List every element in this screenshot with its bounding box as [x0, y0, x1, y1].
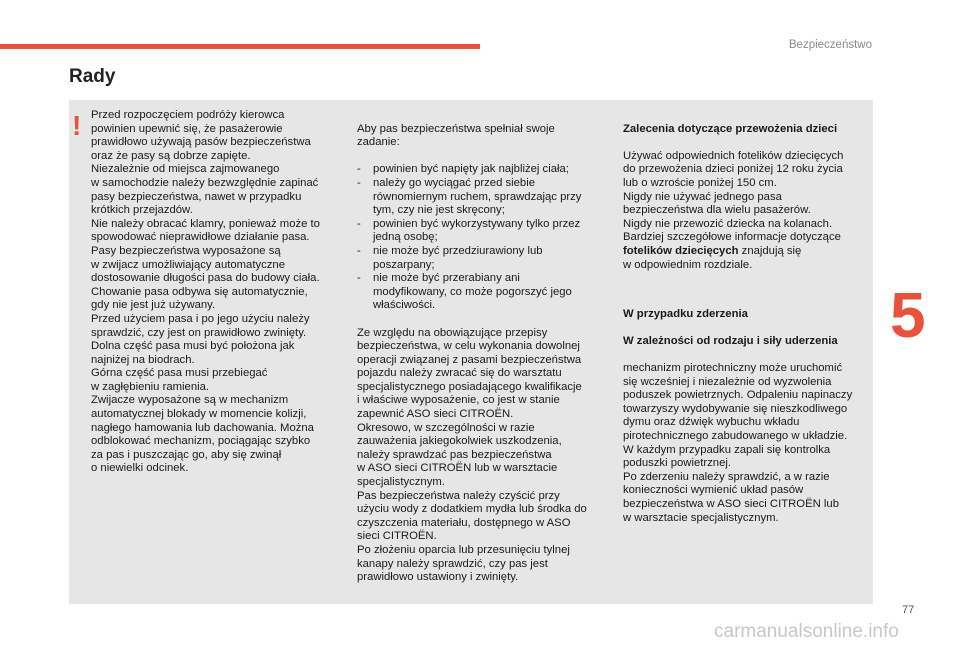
requirement-item [357, 163, 612, 177]
page-number: 77 [902, 604, 915, 616]
requirement-item [357, 245, 612, 272]
column-child-transport [623, 109, 878, 272]
child-seats-bold: fotelików dziecięcych [623, 244, 739, 257]
header-accent-bar [0, 44, 480, 49]
requirement-text: nie może być przerabiany ani modyfikowany, co może pogorszyć jego właściwości. [373, 272, 572, 312]
collision-body: mechanizm pirotechniczny może uruchomić się wcześniej i niezależnie od wyzwolenia poduszek powietrznych. Odpaleniu napinaczy towarzyszy wydobywanie się nieszkodliwego dymu oraz dźwięk wybuchu wkładu pirotechnicznego zabudowanego w układzie. W każdym przypadku zapali się kontrolka poduszki powietrznej. Po zderzeniu należy sprawdzić, a w razie konieczności wymienić układ pasów bezpieczeństwa w ASO sieci CITROËN lub w warsztacie specjalistycznym. [623, 361, 853, 524]
bullet-dash: - [357, 272, 361, 285]
requirement-text: powinien być napięty jak najbliżej ciała; [373, 163, 569, 176]
section-name: Bezpieczeństwo [788, 39, 872, 51]
requirements-list [357, 163, 612, 313]
column-seatbelt-requirements [357, 109, 612, 598]
requirement-item [357, 218, 612, 245]
collision-heading: W przypadku zderzenia [623, 307, 748, 320]
chapter-number: 5 [890, 279, 926, 351]
bullet-dash: - [357, 244, 361, 257]
requirement-text: nie może być przedziurawiony lub poszarpany; [373, 244, 543, 271]
column-seatbelt-advice: Przed rozpoczęciem podróży kierowca powinien upewnić się, że pasażerowie prawidłowo używają pasów bezpieczeństwa oraz że pasy są dobrze zapięte. Niezależnie od miejsca zajmowanego w samochodzie należy bezwzględnie zapinać pasy bezpieczeństwa, nawet w przypadku krótkich przejazdów. Nie należy obracać klamry, ponieważ może to spowodować nieprawidłowe działanie pasa. Pasy bezpieczeństwa wyposażone są w zwijacz umożliwiający automatyczne dostosowanie długości pasa do budowy ciała. Chowanie pasa odbywa się automatycznie, gdy nie jest już używany. Przed użyciem pasa i po jego użyciu należy sprawdzić, czy jest on prawidłowo zwinięty. Dolna część pasa musi być położona jak najniżej na biodrach. Górna część pasa musi przebiegać w zagłębieniu ramienia. Zwijacze wyposażone są w mechanizm automatycznej blokady w momencie kolizji, nagłego hamowania lub dachowania. Można odblokować mechanizm, pociągając szybko za pas i puszczając go, aby się zwinął o niewielki odcinek. [91, 109, 320, 475]
column-collision [623, 294, 878, 539]
page-title: Rady [69, 66, 116, 87]
warning-icon: ! [72, 110, 82, 141]
bullet-dash: - [357, 163, 361, 176]
watermark-text: carmanualsonline.info [714, 621, 899, 642]
bullet-dash: - [357, 176, 361, 189]
requirements-intro: Aby pas bezpieczeństwa spełniał swoje zadanie: [357, 122, 555, 149]
bullet-dash: - [357, 217, 361, 230]
requirement-text: powinien być wykorzystywany tylko przez jedną osobę; [373, 217, 581, 244]
requirement-text: należy go wyciągać przed siebie równomiernym ruchem, sprawdzając przy tym, czy nie jest skręcony; [373, 176, 582, 217]
child-transport-tail: znajdują się w odpowiednim rozdziale. [623, 244, 802, 271]
child-transport-body: Używać odpowiednich fotelików dziecięcych do przewożenia dzieci poniżej 12 roku życia lub o wzroście poniżej 150 cm. Nigdy nie używać jednego pasa bezpieczeństwa dla wielu pasażerów. Nigdy nie przewozić dziecka na kolanach. Bardziej szczegółowe informacje dotyczące [623, 149, 844, 244]
requirement-item [357, 177, 612, 218]
collision-subheading: W zależności od rodzaju i siły uderzenia [623, 334, 838, 347]
requirements-body: Ze względu na obowiązujące przepisy bezpieczeństwa, w celu wykonania dowolnej operacji związanej z pasami bezpieczeństwa pojazdu należy zwracać się do warsztatu specjalistycznego posiadającego kwalifikacje i właściwe wyposażenie, co jest w stanie zapewnić ASO sieci CITROËN. Okresowo, w szczególności w razie zauważenia jakiegokolwiek uszkodzenia, należy sprawdzać pas bezpieczeństwa w ASO sieci CITROËN lub w warsztacie specjalistycznym. Pas bezpieczeństwa należy czyścić przy użyciu wody z dodatkiem mydła lub środka do czyszczenia materiału, dostępnego w ASO sieci CITROËN. Po złożeniu oparcia lub przesunięciu tylnej kanapy należy sprawdzić, czy pas jest prawidłowo ustawiony i zwinięty. [357, 326, 587, 584]
child-transport-heading: Zalecenia dotyczące przewożenia dzieci [623, 122, 838, 135]
requirement-item [357, 272, 612, 313]
